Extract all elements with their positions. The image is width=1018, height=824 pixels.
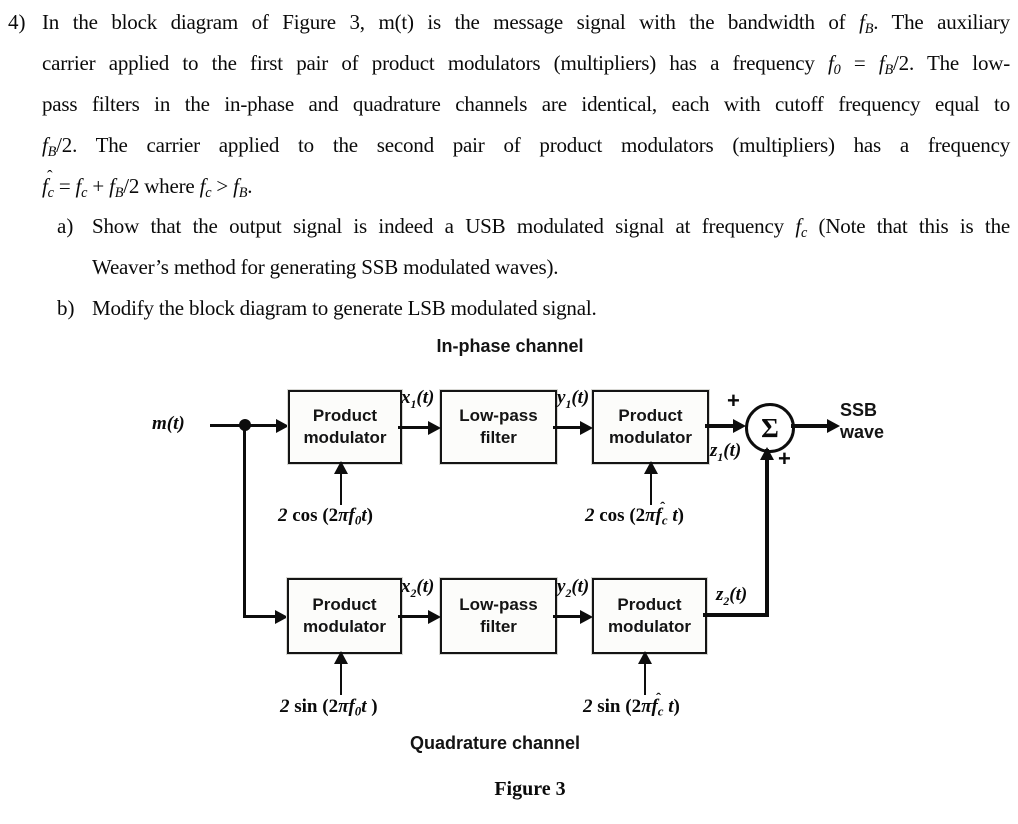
signal-y2-label: $y_2(t)$ bbox=[557, 576, 590, 600]
plus-sign-top: + bbox=[727, 388, 740, 413]
plus-sign-bottom: + bbox=[778, 446, 791, 471]
arrowhead-into-pm4 bbox=[580, 610, 593, 624]
box-label-line: Low-pass bbox=[459, 595, 538, 615]
box-label-line: Product bbox=[617, 595, 682, 615]
box-label-line: Product bbox=[312, 406, 378, 426]
input-signal-label: m(t) bbox=[152, 413, 185, 434]
box-label-line: Low-pass bbox=[459, 406, 538, 426]
product-modulator-2-box bbox=[592, 390, 709, 464]
carrier-sin-fc-label: 2 sin (2πf ˆc t) bbox=[583, 696, 680, 720]
problem-line-5: f ˆc = fc + fB/2 where fc > fB. bbox=[42, 174, 1010, 202]
signal-x2-label: $x_2(t)$ bbox=[401, 576, 435, 600]
box-label-line: filter bbox=[480, 428, 517, 447]
line-pm1-to-lpf1 bbox=[398, 426, 432, 429]
quadrature-channel-label: Quadrature channel bbox=[409, 733, 581, 753]
output-label-line: wave bbox=[840, 422, 885, 442]
item-b-label: b) bbox=[57, 296, 75, 320]
in-phase-channel-label: In-phase channel bbox=[436, 336, 584, 356]
arrowhead-sin0 bbox=[334, 651, 348, 664]
item-b-line-1: Modify the block diagram to generate LSB modulated signal. bbox=[92, 296, 597, 320]
problem-line-1: In the block diagram of Figure 3, m(t) is the message signal with the bandwidth of fB. The auxiliary bbox=[42, 10, 1010, 37]
box-label-line: modulator bbox=[608, 428, 693, 447]
item-a-line-1: Show that the output signal is indeed a USB modulated signal at frequency fc (Note that this is the bbox=[92, 214, 1010, 241]
signal-z2-label: $z_2(t)$ bbox=[716, 584, 748, 608]
arrowhead-into-pm2 bbox=[580, 421, 593, 435]
item-a-label: a) bbox=[57, 214, 74, 238]
problem-number: 4) bbox=[8, 10, 26, 34]
arrowhead-output bbox=[827, 419, 840, 433]
output-label-line: SSB bbox=[840, 400, 878, 420]
line-pm3-to-lpf2 bbox=[398, 615, 432, 618]
problem-line-3: pass filters in the in-phase and quadrature channels are identical, each with cutoff frequency equal to bbox=[42, 92, 1010, 116]
carrier-sin-f0-label: 2 sin (2πf0t ) bbox=[280, 696, 378, 719]
figure-caption: Figure 3 bbox=[494, 778, 566, 800]
box-label-line: Product bbox=[618, 406, 683, 426]
box-label-line: Product bbox=[312, 595, 377, 615]
arrowhead-into-lpf2 bbox=[428, 610, 441, 624]
box-label-line: modulator bbox=[303, 428, 387, 447]
signal-x1-label: $x_1(t)$ bbox=[401, 387, 435, 411]
product-modulator-4-box bbox=[592, 578, 707, 654]
summer-sigma: Σ bbox=[745, 403, 795, 453]
problem-line-4: fB/2. The carrier applied to the second pair of product modulators (multipliers) has a frequency bbox=[42, 133, 1010, 160]
arrowhead-cosc bbox=[644, 461, 658, 474]
line-branch-down bbox=[243, 425, 246, 618]
item-a-line-2: Weaver’s method for generating SSB modulated waves). bbox=[92, 255, 559, 279]
low-pass-filter-2-box bbox=[440, 578, 557, 654]
line-branch-to-pm3 bbox=[243, 615, 277, 618]
problem-line-2: carrier applied to the first pair of product modulators (multipliers) has a frequency f0 = fB/2. The low- bbox=[42, 51, 1011, 78]
signal-z1-label: $z_1(t)$ bbox=[710, 440, 742, 464]
product-modulator-1-box bbox=[288, 390, 402, 464]
signal-y1-label: $y_1(t)$ bbox=[557, 387, 590, 411]
carrier-cos-fc-label: 2 cos (2πf ˆc t) bbox=[585, 505, 684, 529]
box-label-line: modulator bbox=[607, 617, 692, 636]
box-label-line: filter bbox=[480, 617, 517, 636]
product-modulator-3-box bbox=[287, 578, 402, 654]
arrowhead-into-lpf1 bbox=[428, 421, 441, 435]
line-z2-up-to-sum bbox=[765, 449, 769, 617]
box-label-line: modulator bbox=[302, 617, 387, 636]
low-pass-filter-1-box bbox=[440, 390, 557, 464]
line-pm4-to-corner bbox=[703, 613, 769, 617]
output-label bbox=[840, 399, 884, 443]
arrowhead-cos0 bbox=[334, 461, 348, 474]
arrowhead-sinc bbox=[638, 651, 652, 664]
carrier-cos-f0-label: 2 cos (2πf0t) bbox=[278, 505, 373, 528]
arrowhead-into-sum-bottom bbox=[760, 447, 774, 460]
